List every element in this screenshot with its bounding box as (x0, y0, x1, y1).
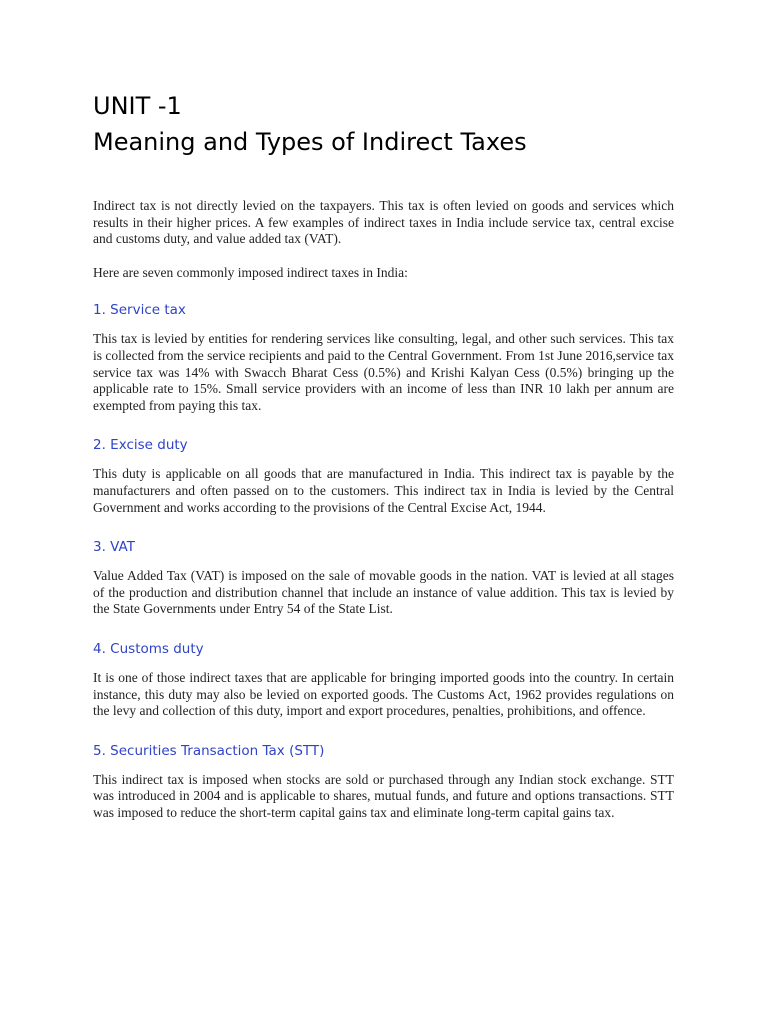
section-stt (93, 742, 674, 822)
section-excise-duty (93, 436, 674, 516)
section-body: Value Added Tax (VAT) is imposed on the sale of movable goods in the nation. VAT is levied at all stages of the production and distribution channel that include an instance of value addition. This tax is levied by the State Governments under Entry 54 of the State List. (93, 568, 674, 617)
section-heading: 1. Service tax (93, 302, 186, 319)
lead-paragraph: Here are seven commonly imposed indirect taxes in India: (93, 264, 408, 280)
section-heading: 3. VAT (93, 539, 135, 556)
section-body: This duty is applicable on all goods that are manufactured in India. This indirect tax is payable by the manufacturers and often passed on to the customers. This indirect tax in India is levied by the Central Government and works according to the provisions of the Central Excise Act, 1944. (93, 466, 674, 515)
intro-paragraph: Indirect tax is not directly levied on the taxpayers. This tax is often levied on goods and services which results in their higher prices. A few examples of indirect taxes in India include service tax, central excise and customs duty, and value added tax (VAT). (93, 198, 674, 247)
document-content (93, 88, 674, 843)
section-body: This tax is levied by entities for rendering services like consulting, legal, and other such services. This tax is collected from the service recipients and paid to the Central Government. From 1st June 2016,service tax service tax was 14% with Swacch Bharat Cess (0.5%) and Krishi Kalyan Cess (0.5%) bringing up the applicable rate to 15%. Small service providers with an income of less than INR 10 lakh per annum are exempted from paying this tax. (93, 331, 674, 413)
section-body: It is one of those indirect taxes that are applicable for bringing imported goods into the country. In certain instance, this duty may also be levied on exported goods. The Customs Act, 1962 provides regulations on the levy and collection of this duty, import and export procedures, penalties, prohibitions, and offence. (93, 669, 674, 719)
section-body: This indirect tax is imposed when stocks are sold or purchased through any Indian stock exchange. STT was introduced in 2004 and is applicable to shares, mutual funds, and future and options transactions. STT was imposed to reduce the short-term capital gains tax and eliminate long-term capital gains tax. (93, 771, 674, 820)
page-title: Meaning and Types of Indirect Taxes (93, 128, 527, 156)
section-heading: 4. Customs duty (93, 640, 204, 657)
section-vat (93, 538, 674, 618)
unit-label: UNIT -1 (93, 92, 182, 120)
section-service-tax (93, 301, 674, 414)
section-heading: 2. Excise duty (93, 437, 188, 454)
section-customs-duty (93, 640, 674, 720)
section-heading: 5. Securities Transaction Tax (STT) (93, 742, 325, 759)
